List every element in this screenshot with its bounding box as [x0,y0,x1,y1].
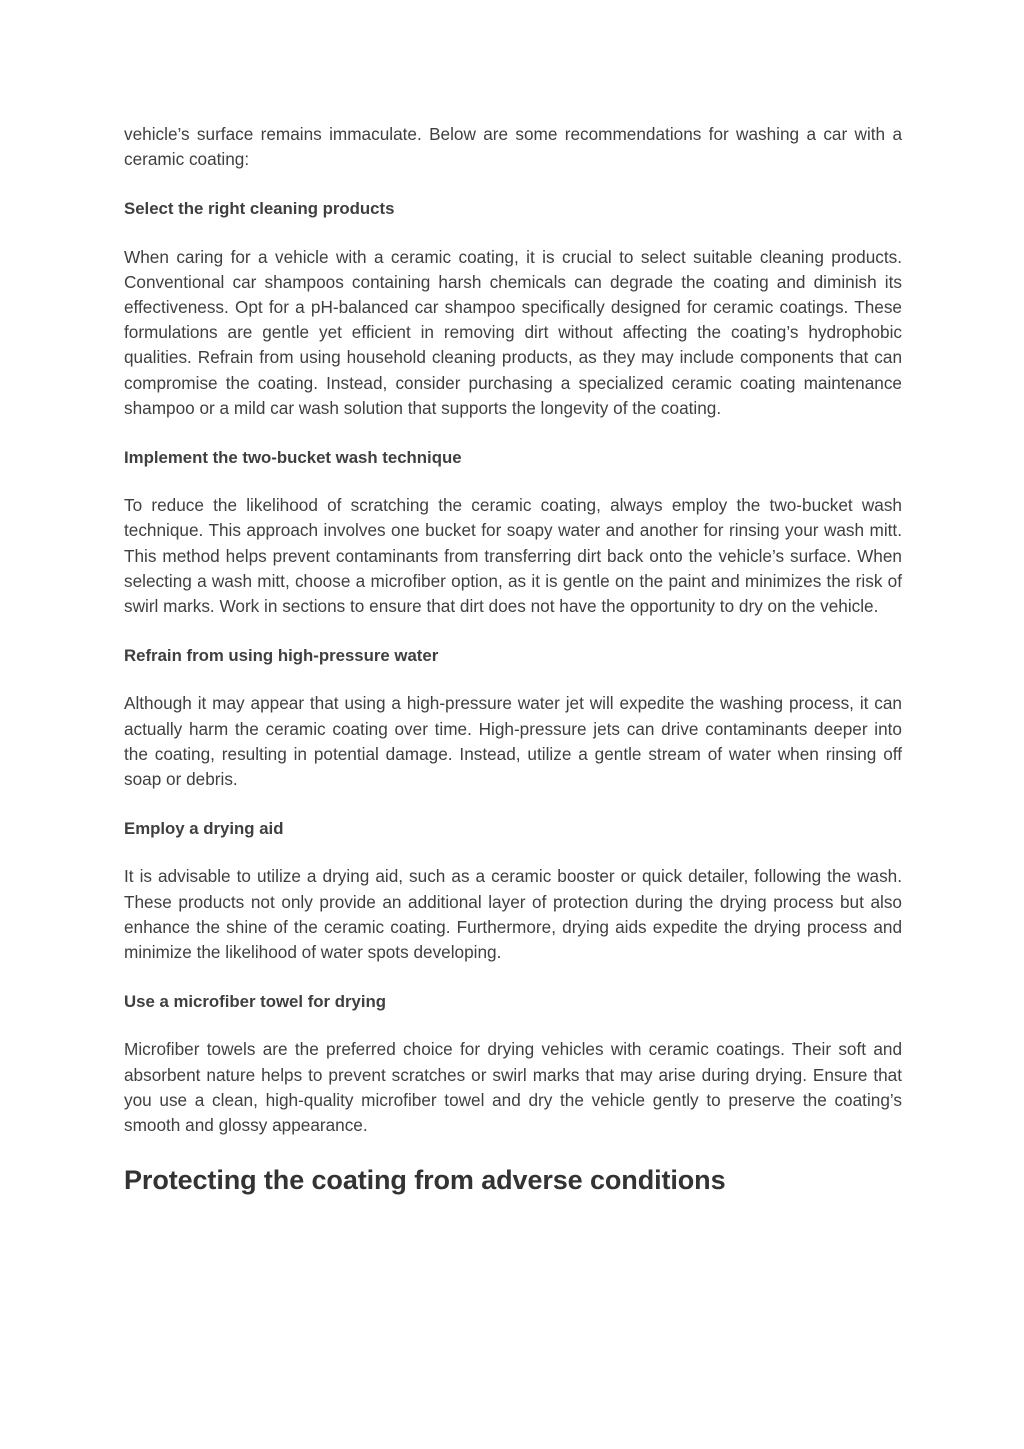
paragraph-microfiber-towel: Microfiber towels are the preferred choice for drying vehicles with ceramic coatings. Their soft and absorbent nature helps to prevent scratches or swirl marks that may arise during drying. Ensure that you use a clean, high-quality microfiber towel and dry the vehicle gently to preserve the coating’s smooth and glossy appearance. [124,1039,902,1136]
document-page [124,122,902,1198]
subheading-microfiber-towel: Use a microfiber towel for drying [124,992,387,1012]
paragraph-high-pressure: Although it may appear that using a high-pressure water jet will expedite the washing process, it can actually harm the ceramic coating over time. High-pressure jets can drive contaminants deeper into the coating, resulting in potential damage. Instead, utilize a gentle stream of water when rinsing off soap or debris. [124,693,902,790]
subheading-cleaning-products: Select the right cleaning products [124,199,395,219]
paragraph-two-bucket: To reduce the likelihood of scratching the ceramic coating, always employ the two-bucket wash technique. This approach involves one bucket for soapy water and another for rinsing your wash mitt. This method helps prevent contaminants from transferring dirt back onto the vehicle’s surface. When selecting a wash mitt, choose a microfiber option, as it is gentle on the paint and minimizes the risk of swirl marks. Work in sections to ensure that dirt does not have the opportunity to dry on the vehicle. [124,495,902,617]
subheading-two-bucket: Implement the two-bucket wash technique [124,448,462,468]
paragraph-drying-aid: It is advisable to utilize a drying aid, such as a ceramic booster or quick detailer, following the wash. These products not only provide an additional layer of protection during the drying process but also enhance the shine of the ceramic coating. Furthermore, drying aids expedite the drying process and minimize the likelihood of water spots developing. [124,866,902,963]
subheading-drying-aid: Employ a drying aid [124,819,284,839]
paragraph-cleaning-products: When caring for a vehicle with a ceramic coating, it is crucial to select suitable cleaning products. Conventional car shampoos containing harsh chemicals can degrade the coating and diminish its effectiveness. Opt for a pH-balanced car shampoo specifically designed for ceramic coatings. These formulations are gentle yet efficient in removing dirt without affecting the coating’s hydrophobic qualities. Refrain from using household cleaning products, as they may include components that can compromise the coating. Instead, consider purchasing a specialized ceramic coating maintenance shampoo or a mild car wash solution that supports the longevity of the coating. [124,246,902,418]
subheading-high-pressure: Refrain from using high-pressure water [124,646,439,666]
section-heading-protecting: Protecting the coating from adverse conditions [124,1165,726,1196]
intro-paragraph: vehicle’s surface remains immaculate. Below are some recommendations for washing a car with a ceramic coating: [124,124,902,170]
